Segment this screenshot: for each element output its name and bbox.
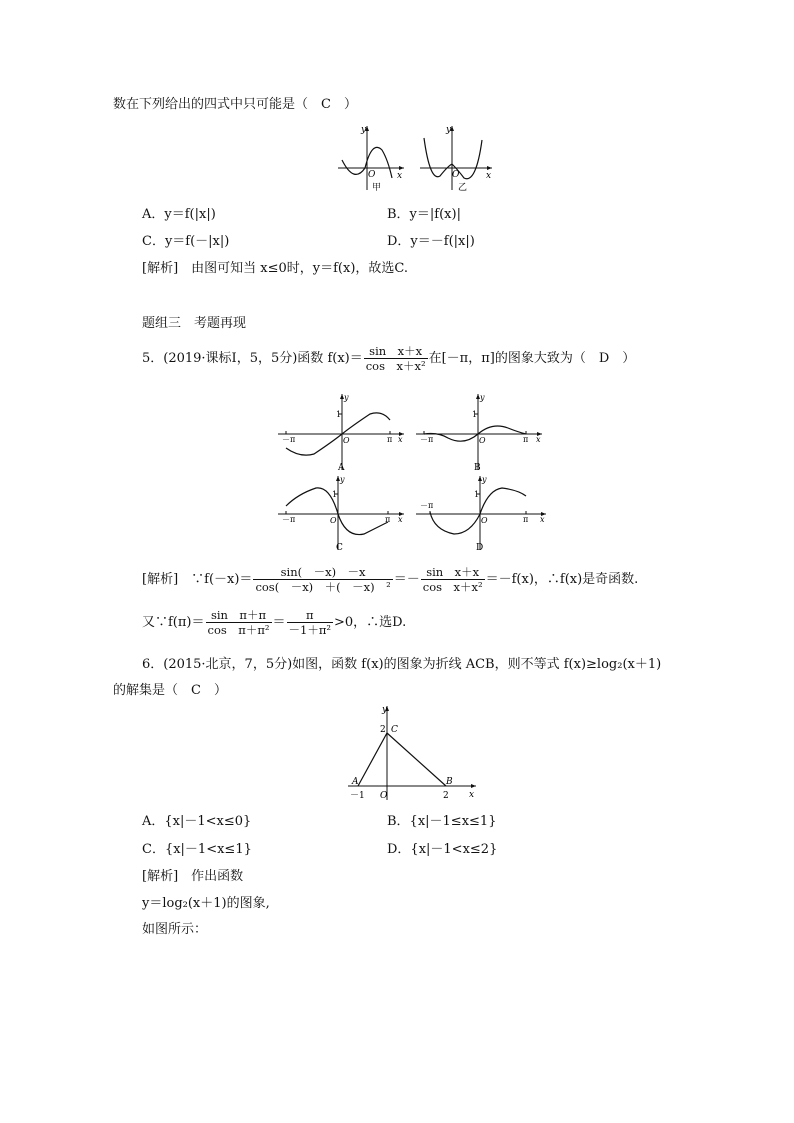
d-neg-pi: －π: [420, 501, 434, 510]
q6-solution-line1: [解析] 作出函数: [142, 869, 244, 884]
yi-y-label: y: [446, 125, 452, 135]
q4-option-c: C．y＝f(－|x|): [142, 234, 230, 249]
q5-l2-prefix: 又∵f(π)＝: [142, 615, 205, 630]
q4-graph-jia: [330, 120, 410, 195]
q5-sol-frac2-den: cos x＋x²: [422, 580, 483, 594]
b-y: y: [480, 393, 485, 402]
q5-graph-b: [414, 390, 544, 472]
q5-l2-suffix: >0，∴选D.: [334, 615, 407, 630]
q5-sol-prefix: [解析] ∵f(－x)＝: [142, 572, 253, 587]
q5-l2-eq: ＝: [272, 615, 286, 630]
d-pi: π: [523, 515, 529, 524]
yi-origin: O: [452, 170, 460, 180]
q6-point-c: C: [391, 725, 398, 735]
b-origin: O: [479, 436, 486, 445]
a-caption: A: [338, 463, 345, 473]
q5-sol-frac1-den: cos( －x) ＋( －x) ²: [255, 580, 391, 594]
a-pi: π: [387, 435, 393, 444]
q6-origin: O: [380, 791, 388, 801]
b-pi: π: [523, 435, 529, 444]
yi-x-label: x: [486, 171, 492, 181]
q4-option-d: D．y＝－f(|x|): [387, 234, 475, 249]
q5-l2-frac1-den: cos π＋π²: [207, 623, 270, 637]
q5-graph-d: [414, 472, 548, 554]
q5-frac-num: sin x＋x: [364, 344, 428, 359]
q6-solution-line3: 如图所示：: [142, 922, 208, 937]
q5-graph-c: [276, 472, 406, 554]
q4-option-b: B．y＝|f(x)|: [387, 207, 461, 222]
q6-stem-line1: 6．(2015·北京，7，5分)如图，函数 f(x)的图象为折线 ACB，则不等式 f(x)≥log₂(x＋1): [142, 657, 662, 672]
c-y: y: [340, 475, 345, 484]
q5-stem: [142, 344, 635, 374]
q5-sol-suffix: ＝－f(x)，∴f(x)是奇函数.: [485, 572, 639, 587]
q6-stem-line2: 的解集是（ C ）: [113, 683, 227, 698]
q6-option-c: C．{x|－1<x≤1}: [142, 842, 252, 857]
a-origin: O: [343, 436, 350, 445]
jia-x-label: x: [397, 171, 403, 181]
q6-graph: [340, 700, 480, 802]
q4-option-a: A．y＝f(|x|): [142, 207, 216, 222]
q5-stem-prefix: 5．(2019·课标Ⅰ，5，5分)函数 f(x)＝: [142, 351, 363, 366]
q4-solution: [解析] 由图可知当 x≤0时，y＝f(x)，故选C.: [142, 261, 409, 276]
d-caption: D: [476, 543, 484, 553]
a-one: 1: [336, 410, 342, 419]
q5-sol-frac1: [253, 565, 392, 594]
c-caption: C: [336, 543, 343, 553]
b-x: x: [536, 435, 541, 444]
q4-stem: 数在下列给出的四式中只可能是（ C ）: [113, 97, 357, 112]
jia-origin: O: [368, 170, 376, 180]
q6-option-d: D．{x|－1<x≤2}: [387, 842, 498, 857]
q5-l2-frac2-den: －1＋π²: [288, 623, 332, 637]
q6-solution-line2: y＝log₂(x＋1)的图象,: [142, 896, 270, 911]
q6-two-x: 2: [443, 791, 449, 801]
q5-sol-frac2: [421, 565, 485, 594]
b-caption: B: [474, 463, 481, 473]
q5-solution-line2: [142, 607, 406, 639]
q5-solution-line1: [142, 564, 638, 596]
q5-stem-fraction: [364, 344, 428, 373]
d-x: x: [540, 515, 545, 524]
q6-x: x: [469, 790, 475, 800]
q5-sol-mid: ＝－: [393, 572, 420, 587]
yi-caption: 乙: [458, 183, 468, 193]
q5-sol-frac1-num: sin( －x) －x: [253, 565, 392, 580]
d-origin: O: [481, 516, 488, 525]
d-one: 1: [474, 490, 480, 499]
a-x: x: [398, 435, 403, 444]
section-title: 题组三 考题再现: [142, 316, 247, 331]
c-one: 1: [332, 490, 338, 499]
jia-y-label: y: [361, 125, 367, 135]
q5-l2-frac1-num: sin π＋π: [206, 608, 272, 623]
q6-two-y: 2: [380, 725, 386, 735]
q5-graph-a: [276, 390, 406, 472]
q6-point-a: A: [352, 777, 359, 787]
d-y: y: [482, 475, 487, 484]
q5-l2-frac2-num: π: [287, 608, 334, 623]
q6-point-b: B: [446, 777, 453, 787]
c-neg-pi: －π: [282, 515, 296, 524]
q5-frac-den: cos x＋x²: [365, 359, 426, 373]
c-origin: O: [330, 516, 337, 525]
c-pi: π: [385, 515, 391, 524]
q6-option-a: A．{x|－1<x≤0}: [142, 814, 252, 829]
a-neg-pi: －π: [282, 435, 296, 444]
q6-y: y: [382, 705, 388, 715]
jia-caption: 甲: [372, 183, 382, 193]
q6-neg-one: －1: [350, 791, 365, 801]
a-y: y: [344, 393, 349, 402]
b-neg-pi: －π: [420, 435, 434, 444]
q5-l2-frac2: [287, 608, 334, 637]
q5-stem-suffix: 在[－π，π]的图象大致为（ D ）: [428, 351, 636, 366]
b-one: 1: [472, 410, 478, 419]
c-x: x: [398, 515, 403, 524]
q5-sol-frac2-num: sin x＋x: [421, 565, 485, 580]
q5-l2-frac1: [206, 608, 272, 637]
q4-graph-yi: [416, 120, 496, 195]
q6-option-b: B．{x|－1≤x≤1}: [387, 814, 497, 829]
